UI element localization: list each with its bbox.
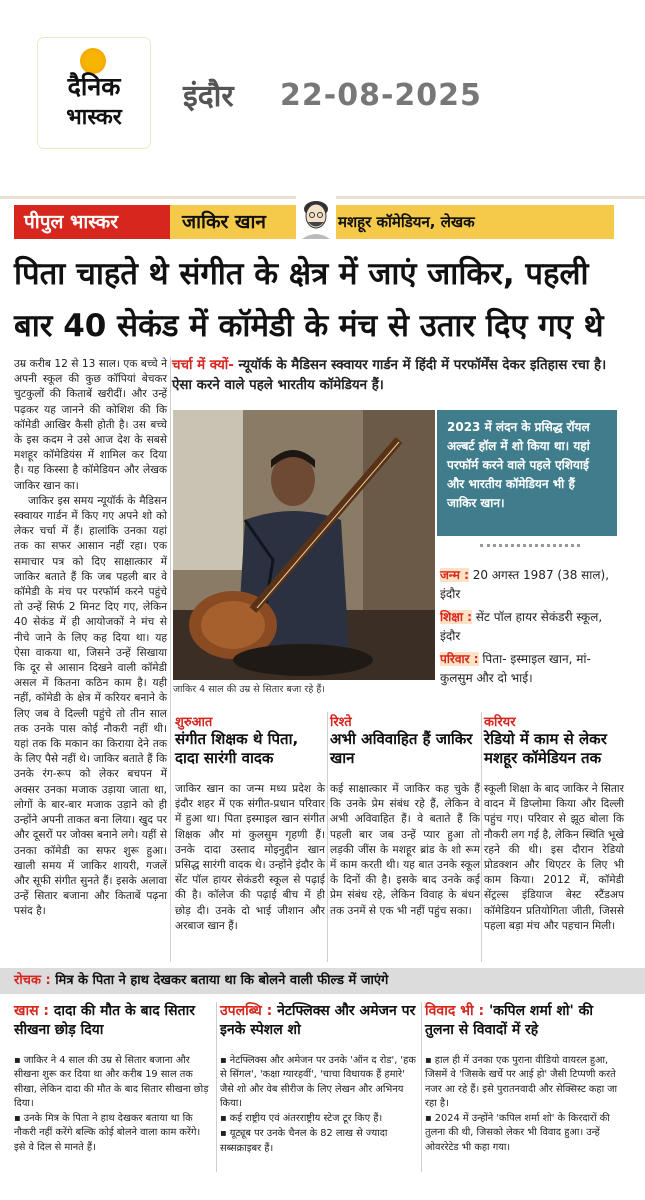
fact-birth-label: जन्म : xyxy=(440,568,469,582)
controversy-heading xyxy=(425,1002,625,1040)
logo-line-1: दैनिक xyxy=(67,72,121,101)
section-beginning-body: जाकिर खान का जन्म मध्य प्रदेश के इंदौर शहर में एक संगीत-प्रधान परिवार में हुआ था। पिता इस्माइल खान संगीत शिक्षक और मां कुलसुम गृहणी हैं। उनके दादा उस्ताद मोइनुद्दीन खान प्रसिद्ध सारंगी वादक थे। उन्होंने इंदौर के सेंट पॉल हायर सेकंडरी स्कूल से पढ़ाई की है। कॉलेज की पढ़ाई बीच में ही छोड़ दी। उनके दो भाई जीशान और अरबाज खान हैं। xyxy=(175,783,325,932)
why-in-news-text: न्यूयॉर्क के मैडिसन स्क्वायर गार्डन में हिंदी में परफॉर्मेंस देकर इतिहास रचा है। ऐसा करने वाले पहले भारतीय कॉमेडियन हैं। xyxy=(172,358,607,393)
achievement-title: नेटफ्लिक्स और अमेजन पर इनके स्पेशल शो xyxy=(220,1003,416,1038)
bullet-item: ▪ उनके मित्र के पिता ने हाथ देखकर बताया था कि नौकरी नहीं करेंगे बल्कि कोई बोलने वाला काम करेंगे। इसे वे दिल से मानते हैं। xyxy=(14,1113,201,1153)
column-divider xyxy=(327,712,328,962)
section-career-body: स्कूली शिक्षा के बाद जाकिर ने सितार वादन में डिप्लोमा किया और दिल्ली पहुंच गए। परिवार से झूठ बोला कि नौकरी लग गई है, लेकिन स्थिति भूखे रहने की थी। इस दौरान रेडियो प्रोडक्शन और थिएटर के लिए भी काम किया। 2012 में, कॉमेडी सेंट्रल्स इंडियाज बेस्ट स्टैंडअप कॉमेडियन प्रतियोगिता जीती, जिससे पहला बड़ा मंच और पहचान मिली। xyxy=(484,783,624,932)
bullet-item: ▪ नेटफ्लिक्स और अमेजन पर उनके 'ऑन द रोड', 'हक से सिंगल', 'कक्षा ग्यारहवीं', 'चाचा विधायक हैं हमारे' जैसे शो और वेब सीरीज के लिए लेखन और अभिनय किया। xyxy=(220,1055,416,1109)
edition-city: इंदौर xyxy=(183,79,234,114)
highlight-box: 2023 में लंदन के प्रसिद्ध रॉयल अल्बर्ट हॉल में शो किया था। यहां परफॉर्म करने वाले पहले एशियाई और भारतीय कॉमेडियन भी हैं जाकिर खान। xyxy=(437,410,617,536)
person-with-sitar-image xyxy=(173,410,435,680)
column-divider xyxy=(481,712,482,962)
section-relationships-body: कई साक्षात्कार में जाकिर कह चुके हैं कि उनके प्रेम संबंध रहे हैं, लेकिन वे अभी अविवाहित हैं। वे बताते हैं कि पहली बार जब उन्हें प्यार हुआ तो लड़की जींस के मशहूर ब्रांड के शो रूम में काम करती थी। यह बात उनके स्कूल के दिनों की है। इसके बाद उनके कई प्रेम संबंध रहे, लेकिन विवाह के बंधन तक उनमें से एक भी नहीं पहुंच सका। xyxy=(330,783,480,917)
section-tag: करियर xyxy=(484,715,516,730)
special-bullets xyxy=(14,1054,210,1156)
bullet-item: ▪ 2024 में उन्होंने 'कपिल शर्मा शो' के किरदारों की तुलना की थी, जिसको लेकर भी विवाद हुआ। उन्हें ओवररेटेड भी कहा गया। xyxy=(425,1113,610,1153)
caricature-icon xyxy=(296,195,336,239)
fact-birth-value: 20 अगस्त 1987 (38 साल), इंदौर xyxy=(440,568,610,601)
subject-description: मशहूर कॉमेडियन, लेखक xyxy=(338,213,475,231)
dotted-divider xyxy=(480,544,580,553)
edition-date: 22-08-2025 xyxy=(280,78,482,113)
column-divider xyxy=(216,1002,217,1172)
achievement-heading xyxy=(220,1002,420,1040)
fact-education-label: शिक्षा : xyxy=(440,610,472,624)
fact-education-value: सेंट पॉल हायर सेकंडरी स्कूल, इंदौर xyxy=(440,610,603,643)
controversy-title: 'कपिल शर्मा शो' की तुलना से विवादों में रहे xyxy=(425,1003,594,1038)
sun-icon xyxy=(80,48,106,74)
bullet-item: ▪ यूट्यूब पर उनके चैनल के 82 लाख से ज्यादा सब्सक्राइबर हैं। xyxy=(220,1128,388,1154)
section-title: अभी अविवाहित हैं जाकिर खान xyxy=(330,730,473,767)
interesting-fact-label: रोचक : xyxy=(14,973,51,988)
fact-education xyxy=(440,608,618,646)
logo-line-2: भास्कर xyxy=(66,105,122,130)
special-heading xyxy=(14,1002,214,1040)
section-career-heading xyxy=(484,712,624,768)
headline: पिता चाहते थे संगीत के क्षेत्र में जाएं जाकिर, पहली बार 40 सेकंड में कॉमेडी के मंच से उतार दिए गए थे xyxy=(14,256,604,344)
why-in-news-label: चर्चा में क्यों- xyxy=(172,358,234,373)
section-title: संगीत शिक्षक थे पिता, दादा सारंगी वादक xyxy=(175,730,299,767)
photo-caption: जाकिर 4 साल की उम्र से सितार बजा रहे हैं। xyxy=(173,682,435,698)
section-banner xyxy=(14,205,614,239)
fact-family xyxy=(440,650,618,688)
intro-column xyxy=(14,357,167,920)
fact-family-value: पिता- इस्माइल खान, मां- कुलसुम और दो भाई। xyxy=(440,652,591,685)
section-beginning-heading xyxy=(175,712,325,768)
sitar-photo xyxy=(173,410,435,680)
column-divider xyxy=(421,1002,422,1172)
profile-facts xyxy=(440,566,618,692)
achievement-bullets xyxy=(220,1054,416,1157)
section-tag: रिश्ते xyxy=(330,715,352,730)
controversy-bullets xyxy=(425,1054,621,1156)
fact-birth xyxy=(440,566,618,604)
intro-paragraph-1: उम्र करीब 12 से 13 साल। एक बच्चे ने अपनी स्कूल की कुछ कॉपियां बेचकर चुटकुलों की किताबें खरीदीं। और उन्हें पढ़कर यह जानने की कोशिश की कि कॉमेडी आखिर कैसी होती है। उस बच्चे के इस कदम ने उसे आज देश के सबसे मशहूर कॉमेडियंस में शामिल कर दिया है। यह किस्सा है कॉमेडियन और लेखक जाकिर खान का। xyxy=(14,358,167,492)
controversy-tag: विवाद भी : xyxy=(425,1003,485,1019)
why-in-news xyxy=(172,356,617,406)
bullet-item: ▪ हाल ही में उनका एक पुराना वीडियो वायरल हुआ, जिसमें वे 'जिसके खर्चे पर आई हो' जैसी टिप्पणी करते नजर आ रहे हैं। इसे पुरातनवादी और सेक्सिस्ट कहा जा रहा है। xyxy=(425,1055,618,1109)
section-label: पीपुल भास्कर xyxy=(14,205,170,239)
fact-family-label: परिवार : xyxy=(440,652,479,666)
newspaper-logo xyxy=(38,38,150,148)
intro-paragraph-2: जाकिर इस समय न्यूयॉर्क के मैडिसन स्क्वायर गार्डन में किए गए अपने शो को लेकर चर्चा में हैं। हालांकि उनका यहां तक का सफर आसान नहीं रहा। एक समाचार पत्र को दिए साक्षात्कार में जाकिर बताते हैं कि जब पहली बार वे कॉमेडी के मंच पर परफॉर्म करने पहुंचे तो उन्हें सिर्फ 2 मिनट दिए गए, लेकिन 40 सेकंड में ही आयोजकों ने मंच से नीचे जाने के लिए कह दिया था। यह ऐसा वाकया था, जिसने उन्हें सिखाया कि दूर से आसान दिखने वाली कॉमेडी असल में कितना कठिन काम है। यही नहीं, कॉमेडी के क्षेत्र में करियर बनाने के लिए जब वे दिल्ली पहुंचे तो तीन साल तक उनके पास कोई नौकरी नहीं थी। यहां तक कि मकान का किराया देने तक के लिए पैसे नहीं थे। जाकिर बताते हैं कि उनके रंग-रूप को लेकर बचपन में अक्सर उनका मजाक उड़ाया जाता था, लोगों के बार-बार मजाक उड़ाने को ही उन्होंने अपनी ताकत बना लिया। खुद पर और दूसरों पर जोक्स बनाने लगे। यहीं से उनका कॉमेडी का सफर शुरू हुआ। खाली समय में जाकिर शायरी, गजलें और सूफी संगीत सुनते हैं। इसके अलावा उन्हें सितार बजाना और किताबें पढ़ना पसंद है। xyxy=(14,494,167,918)
bullet-item: ▪ कई राष्ट्रीय एवं अंतरराष्ट्रीय स्टेज टूर किए हैं। xyxy=(220,1113,383,1125)
interesting-fact-strip xyxy=(0,968,645,994)
subject-name: जाकिर खान xyxy=(182,211,266,233)
achievement-tag: उपलब्धि : xyxy=(220,1003,273,1019)
special-title: दादा की मौत के बाद सितार सीखना छोड़ दिया xyxy=(14,1003,195,1038)
interesting-fact-text: मित्र के पिता ने हाथ देखकर बताया था कि बोलने वाली फील्ड में जाएंगे xyxy=(55,973,389,988)
section-relationships-heading xyxy=(330,712,480,768)
column-divider xyxy=(170,357,171,962)
section-tag: शुरुआत xyxy=(175,715,213,730)
special-tag: खास : xyxy=(14,1003,50,1019)
bullet-item: ▪ जाकिर ने 4 साल की उम्र से सितार बजाना और सीखना शुरू कर दिया था और करीब 19 साल तक सीखा, लेकिन दादा की मौत के बाद सितार सीखना छोड़ दिया। xyxy=(14,1055,209,1109)
section-title: रेडियो में काम से लेकर मशहूर कॉमेडियन तक xyxy=(484,730,607,767)
